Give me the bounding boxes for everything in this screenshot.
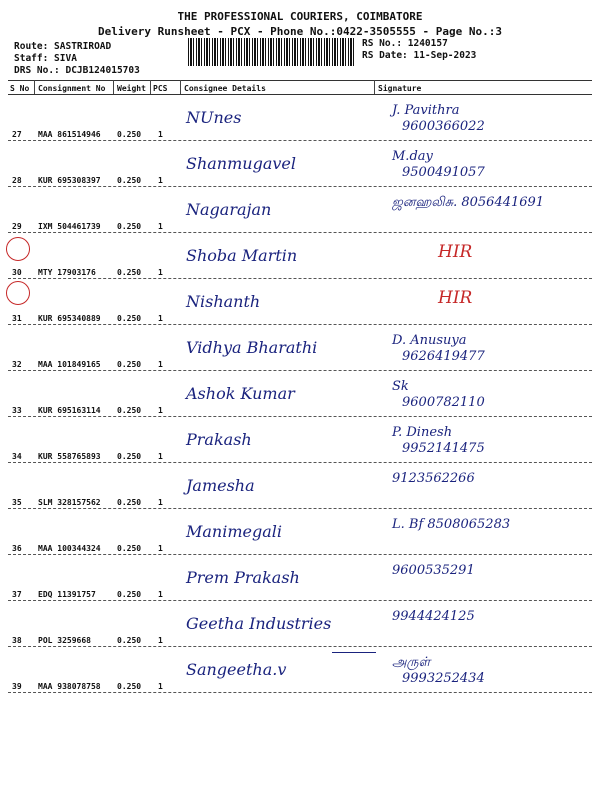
- row-pcs: 1: [158, 498, 163, 507]
- row-consignee-name: Sangeetha.v: [186, 660, 287, 679]
- row-weight: 0.250: [117, 268, 142, 277]
- col-consignee: Consignee Details: [184, 84, 266, 93]
- row-sno: 33: [12, 406, 22, 415]
- col-signature: Signature: [378, 84, 422, 93]
- row-weight: 0.250: [117, 176, 142, 185]
- row-sno: 28: [12, 176, 22, 185]
- row-consignee-name: Manimegali: [186, 522, 282, 541]
- row-signature-line2: 9600782110: [402, 395, 485, 410]
- row-signature-line1: P. Dinesh: [392, 425, 453, 440]
- row-sno: 29: [12, 222, 22, 231]
- row-divider: [8, 140, 592, 141]
- rs-number: RS No.: 1240157: [362, 38, 448, 49]
- row-sno: 37: [12, 590, 22, 599]
- row-signature-line1: J. Pavithra: [392, 103, 460, 118]
- row-consignment-no: MAA 101849165: [38, 360, 101, 369]
- row-sno: 39: [12, 682, 22, 691]
- row-consignment-no: IXM 504461739: [38, 222, 101, 231]
- row-consignment-no: KUR 695308397: [38, 176, 101, 185]
- row-signature-line1: 9944424125: [392, 609, 475, 624]
- row-consignee-name: Jamesha: [186, 476, 255, 495]
- row-consignee-name: Ashok Kumar: [186, 384, 295, 403]
- row-weight: 0.250: [117, 590, 142, 599]
- row-pcs: 1: [158, 176, 163, 185]
- col-divider: [180, 80, 181, 94]
- rs-date: RS Date: 11-Sep-2023: [362, 50, 477, 61]
- row-consignee-name: Prakash: [186, 430, 252, 449]
- row-consignment-no: MAA 938078758: [38, 682, 101, 691]
- row-weight: 0.250: [117, 636, 142, 645]
- row-consignee-name: Shanmugavel: [186, 154, 296, 173]
- row-signature-line2: 9626419477: [402, 349, 485, 364]
- row-sno: 30: [12, 268, 22, 277]
- row-divider: [8, 232, 592, 233]
- row-consignment-no: KUR 695163114: [38, 406, 101, 415]
- row-signature-line2: 9952141475: [402, 441, 485, 456]
- row-signature-line2: 9993252434: [402, 671, 485, 686]
- row-sno: 38: [12, 636, 22, 645]
- row-consignee-name: Vidhya Bharathi: [186, 338, 318, 357]
- row-consignment-no: MTY 17903176: [38, 268, 96, 277]
- row-weight: 0.250: [117, 406, 142, 415]
- row-pcs: 1: [158, 406, 163, 415]
- row-pcs: 1: [158, 314, 163, 323]
- row-consignee-name: Nishanth: [186, 292, 261, 311]
- row-30-circle-mark: [6, 237, 30, 261]
- row-consignment-no: SLM 328157562: [38, 498, 101, 507]
- row-weight: 0.250: [117, 544, 142, 553]
- row-signature-line1: Sk: [392, 379, 409, 394]
- col-weight: Weight: [117, 84, 146, 93]
- row-weight: 0.250: [117, 130, 142, 139]
- col-pcs: PCS: [153, 84, 168, 93]
- row-signature-line2: 9500491057: [402, 165, 485, 180]
- row-pcs: 1: [158, 590, 163, 599]
- drs-number: DRS No.: DCJB124015703: [14, 65, 140, 76]
- row-divider: [8, 370, 592, 371]
- row-divider: [8, 646, 592, 647]
- row-sno: 34: [12, 452, 22, 461]
- row-sno: 35: [12, 498, 22, 507]
- remark-row-31: HIR: [438, 288, 473, 308]
- col-consignment: Consignment No: [38, 84, 106, 93]
- row-consignee-name: Nagarajan: [186, 200, 272, 219]
- col-sno: S No: [10, 84, 30, 93]
- row-pcs: 1: [158, 544, 163, 553]
- row-weight: 0.250: [117, 360, 142, 369]
- row-consignment-no: KUR 558765893: [38, 452, 101, 461]
- col-divider: [34, 80, 35, 94]
- route-label: Route: SASTRIROAD: [14, 41, 112, 52]
- row-consignee-name: Geetha Industries: [186, 614, 332, 633]
- row-divider: [8, 600, 592, 601]
- row-divider: [8, 692, 592, 693]
- row-divider: [8, 554, 592, 555]
- row-pcs: 1: [158, 130, 163, 139]
- row-consignee-name: NUnes: [186, 108, 242, 127]
- row-weight: 0.250: [117, 452, 142, 461]
- row-consignment-no: POL 3259668: [38, 636, 91, 645]
- col-divider: [374, 80, 375, 94]
- row-signature-line1: ஜனஹலிசு. 8056441691: [392, 195, 545, 210]
- row-weight: 0.250: [117, 682, 142, 691]
- col-divider: [113, 80, 114, 94]
- row-consignment-no: EDQ 11391757: [38, 590, 96, 599]
- remark-row-30: HIR: [438, 242, 473, 262]
- table-top-rule: [8, 80, 592, 81]
- row-divider: [8, 324, 592, 325]
- row-pcs: 1: [158, 682, 163, 691]
- row-weight: 0.250: [117, 222, 142, 231]
- row-sno: 36: [12, 544, 22, 553]
- row-signature-line1: அருள்: [392, 655, 431, 670]
- col-divider: [150, 80, 151, 94]
- row-pcs: 1: [158, 636, 163, 645]
- row-pcs: 1: [158, 268, 163, 277]
- row-signature-line1: D. Anusuya: [392, 333, 467, 348]
- row-consignee-name: Prem Prakash: [186, 568, 300, 587]
- row-weight: 0.250: [117, 314, 142, 323]
- row-31-circle-mark: [6, 281, 30, 305]
- row-signature-line1: 9123562266: [392, 471, 475, 486]
- barcode: [188, 38, 354, 66]
- row-divider: [8, 278, 592, 279]
- row-pcs: 1: [158, 360, 163, 369]
- staff-label: Staff: SIVA: [14, 53, 77, 64]
- row-signature-line1: 9600535291: [392, 563, 475, 578]
- row-consignment-no: MAA 100344324: [38, 544, 101, 553]
- row-sno: 27: [12, 130, 22, 139]
- row-sno: 31: [12, 314, 22, 323]
- arrow-mark: [332, 652, 376, 653]
- row-signature-line1: M.day: [392, 149, 433, 164]
- row-weight: 0.250: [117, 498, 142, 507]
- company-title: THE PROFESSIONAL COURIERS, COIMBATORE: [177, 10, 423, 23]
- row-divider: [8, 416, 592, 417]
- header-rule: [8, 94, 592, 95]
- row-sno: 32: [12, 360, 22, 369]
- row-divider: [8, 186, 592, 187]
- row-consignee-name: Shoba Martin: [186, 246, 298, 265]
- row-signature-line1: L. Bf 8508065283: [392, 517, 511, 532]
- row-consignment-no: KUR 695340889: [38, 314, 101, 323]
- row-signature-line2: 9600366022: [402, 119, 485, 134]
- runsheet-subtitle: Delivery Runsheet - PCX - Phone No.:0422-3505555 - Page No.:3: [98, 25, 502, 38]
- row-consignment-no: MAA 861514946: [38, 130, 101, 139]
- row-pcs: 1: [158, 452, 163, 461]
- row-divider: [8, 462, 592, 463]
- row-divider: [8, 508, 592, 509]
- row-pcs: 1: [158, 222, 163, 231]
